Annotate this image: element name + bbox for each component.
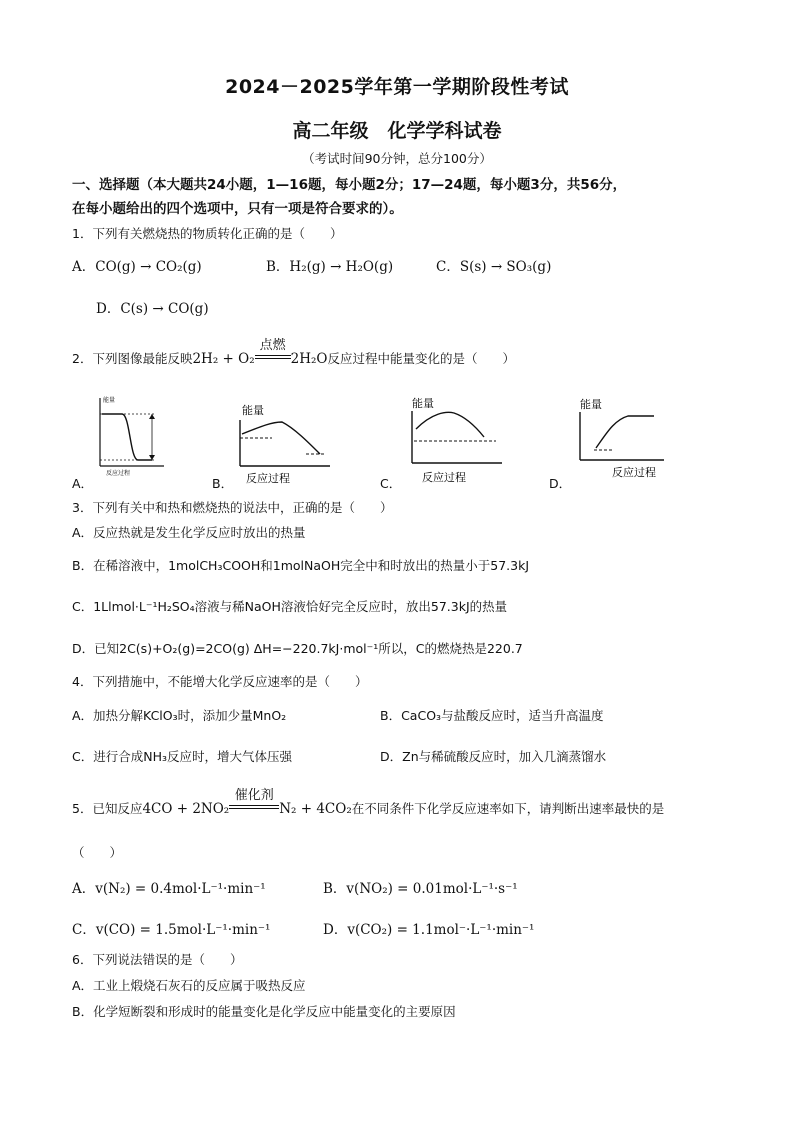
q1-option-d: D．C(s) → CO(g) — [96, 301, 209, 317]
q2-stem-post: 反应过程中能量变化的是（ ） — [327, 351, 515, 366]
q2-graph-b-xlabel: 反应过程 — [246, 472, 290, 485]
q5-paren: （ ） — [72, 845, 123, 860]
q3-option-a: A．反应热就是发生化学反应时放出的热量 — [72, 525, 306, 540]
q5-option-c: C．v(CO) = 1.5mol·L⁻¹·min⁻¹ — [72, 922, 271, 938]
q5-eq-left: 4CO + 2NO₂ — [142, 801, 230, 817]
q1-option-a: A．CO(g) → CO₂(g) — [72, 259, 202, 275]
q2-stem-pre: 2．下列图像最能反映 — [72, 351, 193, 366]
q2-graph-c — [404, 393, 504, 485]
q4-stem: 4．下列措施中，不能增大化学反应速率的是（ ） — [72, 674, 368, 689]
q2-eq-right: 2H₂O — [290, 351, 328, 367]
q2-graph-b-ylabel: 能量 — [242, 404, 264, 417]
q2-graph-a-ylabel: 能量 — [103, 397, 116, 404]
q2-option-b-label: B． — [212, 476, 234, 491]
q2-option-d-label: D． — [549, 476, 572, 491]
q5-stem-pre: 5．已知反应 — [72, 801, 143, 816]
q3-stem: 3．下列有关中和热和燃烧热的说法中，正确的是（ ） — [72, 500, 393, 515]
q3-option-c: C．1Llmol·L⁻¹H₂SO₄溶液与稀NaOH溶液恰好完全反应时，放出57.3kJ的热量 — [72, 599, 508, 614]
q2-graph-d-ylabel: 能量 — [580, 398, 602, 411]
q5-option-d: D．v(CO₂) = 1.1mol⁻·L⁻¹·min⁻¹ — [323, 922, 535, 938]
q5-eq-condition — [229, 788, 279, 816]
q2-graph-a — [92, 392, 172, 478]
q4-option-a: A．加热分解KClO₃时，添加少量MnO₂ — [72, 708, 287, 723]
q5-eq-right: N₂ + 4CO₂ — [279, 801, 352, 817]
exam-title: 2024－2025学年第一学期阶段性考试 — [225, 76, 569, 98]
q5-eq-cond-text: 催化剂 — [234, 788, 274, 803]
q5-stem-post: 在不同条件下化学反应速率如下，请判断出速率最快的是 — [351, 801, 665, 816]
q4-option-b: B．CaCO₃与盐酸反应时，适当升高温度 — [380, 708, 604, 723]
q6-stem: 6．下列说法错误的是（ ） — [72, 952, 243, 967]
exam-subtitle: 高二年级 化学学科试卷 — [292, 120, 502, 142]
q2-graph-d-xlabel: 反应过程 — [612, 466, 656, 479]
q1-option-b: B．H₂(g) → H₂O(g) — [266, 259, 394, 275]
q2-option-a-label: A． — [72, 476, 94, 491]
q2-graph-c-xlabel: 反应过程 — [422, 471, 466, 484]
exam-note: （考试时间90分钟，总分100分） — [302, 151, 492, 166]
section-heading-line1: 一、选择题（本大题共24小题，1—16题，每小题2分；17—24题，每小题3分，共56分， — [72, 177, 627, 193]
q3-option-b: B．在稀溶液中，1molCH₃COOH和1molNaOH完全中和时放出的热量小于57.3kJ — [72, 558, 530, 573]
q6-option-a: A．工业上煅烧石灰石的反应属于吸热反应 — [72, 978, 306, 993]
q5-option-a: A．v(N₂) = 0.4mol·L⁻¹·min⁻¹ — [72, 881, 266, 897]
q1-option-c: C．S(s) → SO₃(g) — [436, 259, 552, 275]
q1-stem: 1．下列有关燃烧热的物质转化正确的是（ ） — [72, 226, 343, 241]
section-heading-line2: 在每小题给出的四个选项中，只有一项是符合要求的）。 — [72, 201, 403, 217]
q2-option-c-label: C． — [380, 476, 402, 491]
q4-option-d: D．Zn与稀硫酸反应时，加入几滴蒸馏水 — [380, 749, 607, 764]
q6-option-b: B．化学短断裂和形成时的能量变化是化学反应中能量变化的主要原因 — [72, 1004, 456, 1019]
q2-eq-condition — [255, 338, 291, 366]
q2-graph-a-xlabel: 反应过程 — [106, 470, 131, 477]
q2-graph-c-ylabel: 能量 — [412, 397, 434, 410]
q2-stem — [72, 338, 515, 367]
q2-eq-cond-text: 点燃 — [259, 338, 286, 353]
q2-eq-left: 2H₂ + O₂ — [192, 351, 255, 367]
q2-graph-b — [232, 398, 332, 486]
q3-option-d: D．已知2C(s)+O₂(g)=2CO(g) ΔH=−220.7kJ·mol⁻¹所以，C的燃烧热是220.7 — [72, 641, 523, 656]
q5-stem — [72, 788, 665, 817]
q2-graph-d — [572, 394, 672, 484]
q5-option-b: B．v(NO₂) = 0.01mol·L⁻¹·s⁻¹ — [323, 881, 518, 897]
q4-option-c: C．进行合成NH₃反应时，增大气体压强 — [72, 749, 292, 764]
